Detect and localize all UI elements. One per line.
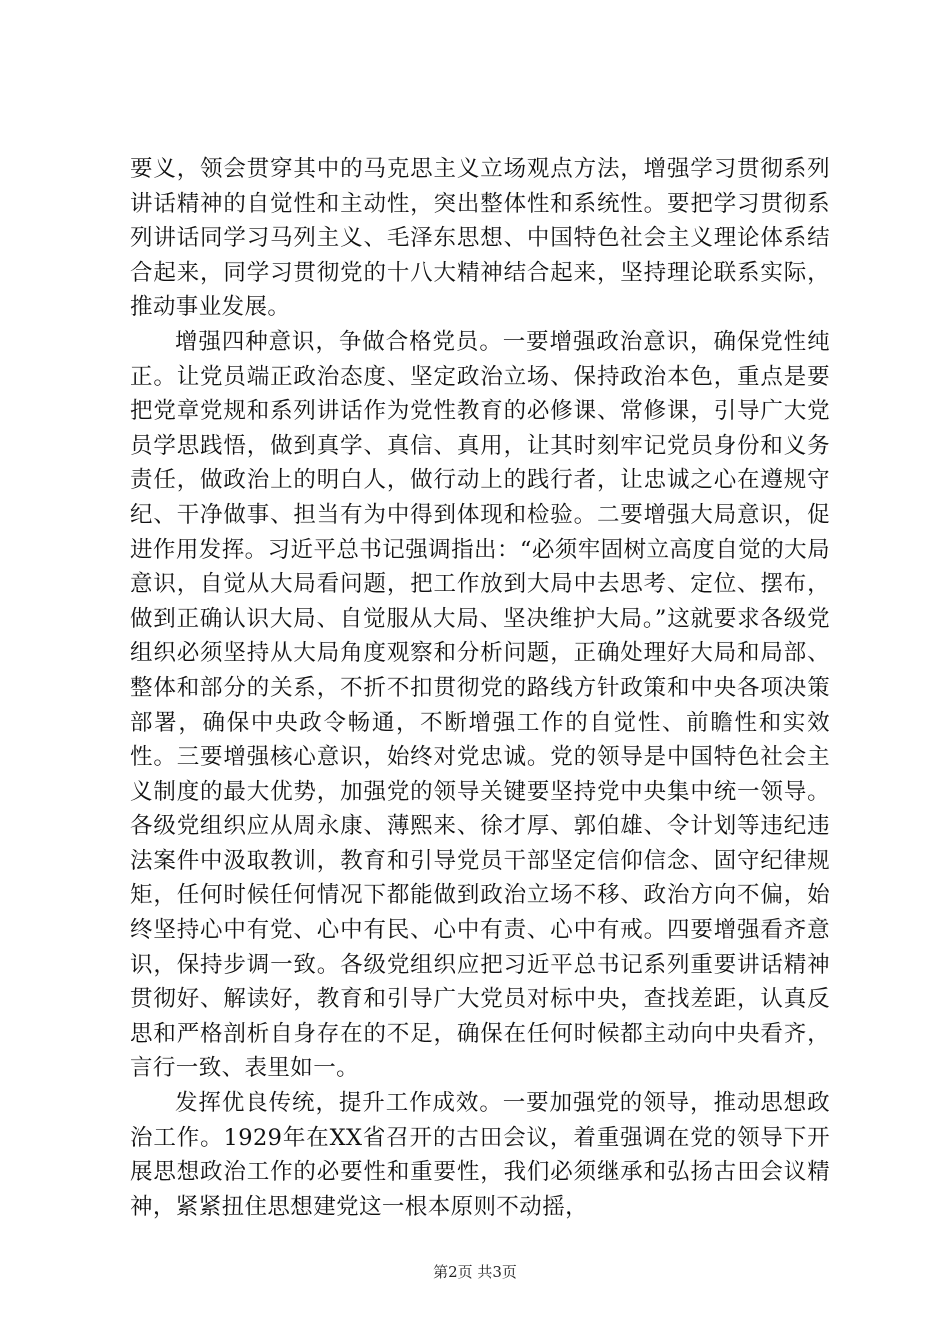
paragraph-1: 要义，领会贯穿其中的马克思主义立场观点方法，增强学习贯彻系列讲话精神的自觉性和主动性，突出整体性和系统性。要把学习贯彻系列讲话同学习马列主义、毛泽东思想、中国特色社会主义理论体系结合起来，同学习贯彻党的十八大精神结合起来，坚持理论联系实际，推动事业发展。 (130, 156, 830, 321)
page-footer: 第2页 共3页 (433, 1263, 517, 1281)
document-body (130, 152, 830, 1224)
paragraph-3: 发挥优良传统，提升工作成效。一要加强党的领导，推动思想政治工作。1929年在XX省召开的古田会议，着重强调在党的领导下开展思想政治工作的必要性和重要性，我们必须继承和弘扬古田会议精神，紧紧扭住思想建党这一根本原则不动摇， (130, 1090, 830, 1220)
paragraph-2: 增强四种意识，争做合格党员。一要增强政治意识，确保党性纯正。让党员端正政治态度、坚定政治立场、保持政治本色，重点是要把党章党规和系列讲话作为党性教育的必修课、常修课，引导广大党员学思践悟，做到真学、真信、真用，让其时刻牢记党员身份和义务责任，做政治上的明白人，做行动上的践行者，让忠诚之心在遵规守纪、干净做事、担当有为中得到体现和检验。二要增强大局意识，促进作用发挥。习近平总书记强调指出：“必须牢固树立高度自觉的大局意识，自觉从大局看问题，把工作放到大局中去思考、定位、摆布，做到正确认识大局、自觉服从大局、坚决维护大局。”这就要求各级党组织必须坚持从大局角度观察和分析问题，正确处理好大局和局部、整体和部分的关系，不折不扣贯彻党的路线方针政策和中央各项决策部署，确保中央政令畅通，不断增强工作的自觉性、前瞻性和实效性。三要增强核心意识，始终对党忠诚。党的领导是中国特色社会主义制度的最大优势，加强党的领导关键要坚持党中央集中统一领导。各级党组织应从周永康、薄熙来、徐才厚、郭伯雄、令计划等违纪违法案件中汲取教训，教育和引导党员干部坚定信仰信念、固守纪律规矩，任何时候任何情况下都能做到政治立场不移、政治方向不偏，始终坚持心中有党、心中有民、心中有责、心中有戒。四要增强看齐意识，保持步调一致。各级党组织应把习近平总书记系列重要讲话精神贯彻好、解读好，教育和引导广大党员对标中央，查找差距，认真反思和严格剖析自身存在的不足，确保在任何时候都主动向中央看齐，言行一致、表里如一。 (130, 328, 830, 1082)
